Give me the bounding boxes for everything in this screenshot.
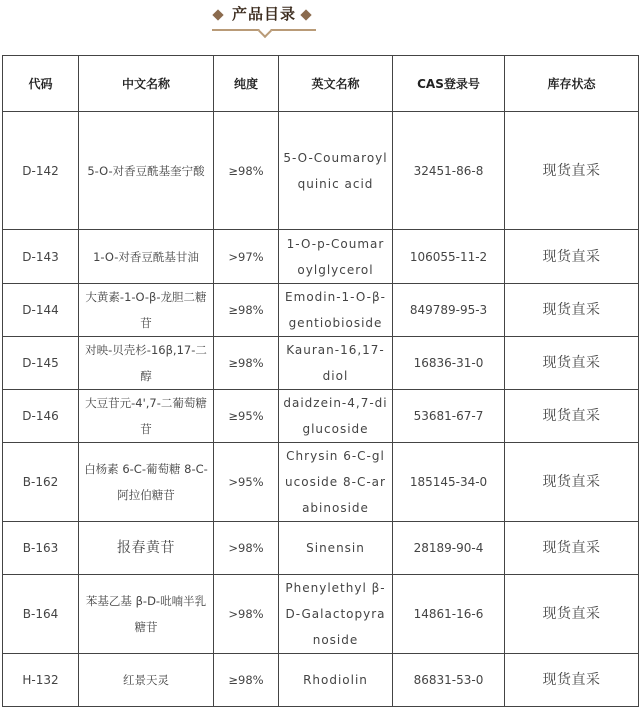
table-row: [3, 443, 639, 522]
cell-purity: >98%: [214, 522, 279, 575]
cell-en-name: Rhodiolin: [279, 654, 393, 707]
table-row: [3, 654, 639, 707]
cell-code: D-143: [3, 230, 79, 284]
table-row: [3, 522, 639, 575]
cell-cn-name: 对映-贝壳杉-16β,17-二醇: [79, 337, 214, 390]
cell-cas: 86831-53-0: [393, 654, 505, 707]
cell-cn-name: 报春黄苷: [79, 522, 214, 575]
table-header-row: [3, 56, 639, 112]
cell-en-name: Emodin-1-O-β-gentiobioside: [279, 284, 393, 337]
cell-cas: 185145-34-0: [393, 443, 505, 522]
cell-cn-name: 大豆苷元-4',7-二葡萄糖苷: [79, 390, 214, 443]
cell-code: B-163: [3, 522, 79, 575]
title-underline-notch: [258, 24, 272, 38]
page-title: 产品目录: [231, 5, 296, 23]
cell-code: D-144: [3, 284, 79, 337]
cell-cas: 106055-11-2: [393, 230, 505, 284]
cell-code: B-164: [3, 575, 79, 654]
cell-purity: ≥98%: [214, 654, 279, 707]
cell-code: D-145: [3, 337, 79, 390]
table-row: [3, 284, 639, 337]
cell-purity: >97%: [214, 230, 279, 284]
cell-cas: 849789-95-3: [393, 284, 505, 337]
cell-cas: 16836-31-0: [393, 337, 505, 390]
catalog-header: [0, 0, 640, 40]
cell-purity: ≥98%: [214, 112, 279, 230]
cell-cas: 14861-16-6: [393, 575, 505, 654]
cell-cn-name: 红景天灵: [79, 654, 214, 707]
cell-stock: 现货直采: [505, 230, 639, 284]
cell-cas: 28189-90-4: [393, 522, 505, 575]
cell-cn-name: 白杨素 6-C-葡萄糖 8-C-阿拉伯糖苷: [79, 443, 214, 522]
table-row: [3, 575, 639, 654]
table-row: [3, 390, 639, 443]
cell-stock: 现货直采: [505, 284, 639, 337]
cell-purity: ≥95%: [214, 390, 279, 443]
title-decoration: [212, 2, 316, 32]
cell-stock: 现货直采: [505, 337, 639, 390]
cell-code: D-142: [3, 112, 79, 230]
cell-en-name: Kauran-16,17-diol: [279, 337, 393, 390]
col-en-name-header: 英文名称: [279, 56, 393, 112]
cell-stock: 现货直采: [505, 443, 639, 522]
cell-en-name: daidzein-4,7-diglucoside: [279, 390, 393, 443]
cell-purity: ≥98%: [214, 284, 279, 337]
cell-cn-name: 1-O-对香豆酰基甘油: [79, 230, 214, 284]
cell-cn-name: 大黄素-1-O-β-龙胆二糖苷: [79, 284, 214, 337]
cell-stock: 现货直采: [505, 654, 639, 707]
diamond-left-icon: [212, 9, 223, 20]
cell-cas: 53681-67-7: [393, 390, 505, 443]
product-table: [2, 55, 639, 707]
cell-code: B-162: [3, 443, 79, 522]
cell-stock: 现货直采: [505, 390, 639, 443]
col-cas-header: CAS登录号: [393, 56, 505, 112]
table-row: [3, 337, 639, 390]
cell-cn-name: 5-O-对香豆酰基奎宁酸: [79, 112, 214, 230]
cell-cas: 32451-86-8: [393, 112, 505, 230]
cell-en-name: 5-O-Coumaroylquinic acid: [279, 112, 393, 230]
cell-stock: 现货直采: [505, 522, 639, 575]
cell-en-name: Sinensin: [279, 522, 393, 575]
cell-purity: ≥98%: [214, 337, 279, 390]
cell-en-name: Phenylethyl β-D-Galactopyranoside: [279, 575, 393, 654]
cell-en-name: 1-O-p-Coumaroylglycerol: [279, 230, 393, 284]
col-stock-header: 库存状态: [505, 56, 639, 112]
cell-purity: >95%: [214, 443, 279, 522]
cell-purity: >98%: [214, 575, 279, 654]
cell-en-name: Chrysin 6-C-glucoside 8-C-arabinoside: [279, 443, 393, 522]
cell-stock: 现货直采: [505, 575, 639, 654]
cell-stock: 现货直采: [505, 112, 639, 230]
col-purity-header: 纯度: [214, 56, 279, 112]
cell-cn-name: 苯基乙基 β-D-吡喃半乳糖苷: [79, 575, 214, 654]
table-row: [3, 112, 639, 230]
cell-code: H-132: [3, 654, 79, 707]
col-code-header: 代码: [3, 56, 79, 112]
cell-code: D-146: [3, 390, 79, 443]
col-cn-name-header: 中文名称: [79, 56, 214, 112]
table-row: [3, 230, 639, 284]
diamond-right-icon: [300, 9, 311, 20]
